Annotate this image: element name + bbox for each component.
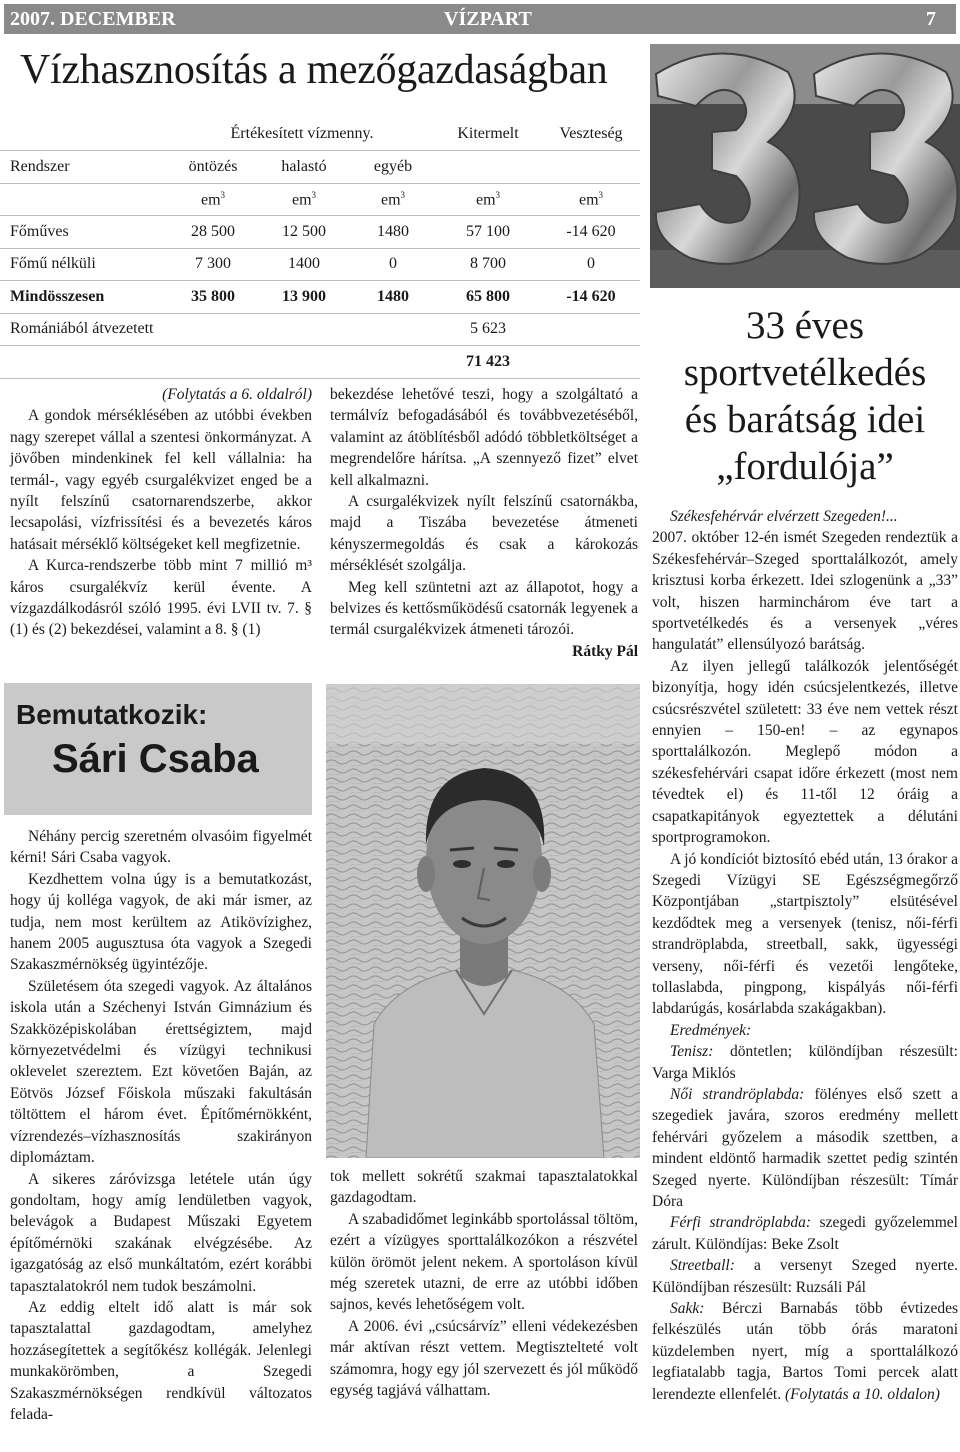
paragraph: Meg kell szüntetni azt az állapotot, hogy a belvizes és kettősműködésű csatornák legyenek a termál csurgalékvizek átmeneti tározói. Rátky Pál [330,577,638,641]
table-cell: -14 620 [542,281,640,314]
table-row-total [0,281,640,314]
page-header [4,4,956,34]
portrait-image [326,684,640,1158]
title-line: „fordulója” [716,445,894,488]
publication-name: VÍZPART [444,8,532,30]
title-line: 33 éves [745,304,865,347]
table-unit-row [0,183,640,216]
result-item: Sakk: Bérczi Barnabás több évtizedes felkészülés után több órás maratoni küzdelemben nyert, míg a sporttalálkozó legfiatalabb tagja, Bartos Tomi percek alatt lerendezte ellenfelét. (Folytatás a 10. oldalon) [652,1300,958,1403]
paragraph: Születésem óta szegedi vagyok. Az általános iskola után a Széchenyi István Gimnázium és Szakközépiskolában érettségiztem, majd környezetvédelmi és vízügyi technikusi oklevelet szereztem. Ezt követően Baján, az Eötvös József Főiskola műszaki fakultásán töltöttem el három évet. Építőmérnökként, vízrendezés–vízhasznosítás szakirányon diplomáztam. [10,977,312,1167]
table-cell: 28 500 [170,216,256,249]
table-cell: 1480 [352,281,434,314]
author-signature: Rátky Pál [572,642,638,660]
table-cell: 0 [352,248,434,281]
results-label: Eredmények: [670,1021,752,1039]
sport-article-body [652,506,958,1405]
table-row [0,216,640,249]
result-item: Tenisz: döntetlen; különdíjban részesült: Varga Miklós [652,1043,958,1082]
table-subheader-row [0,151,640,184]
table-cell: 57 100 [434,216,542,249]
continued-to: (Folytatás a 10. oldalon) [784,1385,940,1403]
table-cell: 0 [542,248,640,281]
article-water-col2 [330,384,638,662]
col-header-rendszer: Rendszer [0,151,170,184]
water-usage-table [0,118,640,379]
col-header-egyeb: egyéb [352,151,434,184]
paragraph: Néhány percig szeretném olvasóim figyelmét kérni! Sári Csaba vagyok. [10,828,312,867]
table-cell: 8 700 [434,248,542,281]
introduction-col1 [10,826,312,1425]
table-cell: 7 300 [170,248,256,281]
unit-cell: $em^3$ [542,183,640,216]
portrait-photo [326,684,640,1158]
table-cell: 13 900 [256,281,352,314]
balloon-33-photo [650,44,960,288]
group-header: Értékesített vízmenny. [170,118,434,151]
paragraph: A 2006. évi „csúcsárvíz” elleni védekezésben már aktívan részt vettem. Megtisztelteté volt számomra, hogy egy jól szervezett és jól működő egység tagjává válhattam. [330,1317,638,1400]
table-group-header-row [0,118,640,151]
paragraph: 2007. október 12-én ismét Szegeden rendeztük a Székesfehérvár–Szeged sporttalálkozót, amely krisztusi korba érkezett. Idei szlogenünk a „33” volt, hiszen harminchárom éve tart a sportvetélkedés és a versenyek „véres hangulatát” ellensúlyozó barátság. [652,529,958,654]
unit-cell: $em^3$ [256,183,352,216]
paragraph: tok mellett sokrétű szakmai tapasztalatokkal gazdagodtam. [330,1168,638,1207]
col-header-veszteseg: Veszteség [542,118,640,151]
paragraph: A sikeres záróvizsga letétele után úgy gondoltam, hogy amíg lendületben vagyok, belevágok a Budapest Műszaki Egyetem építőmérnöki szakának elvégzésébe. Az igazgatóság az első munkáltatóm, ezért korábbi tapasztalatokról nem tudok beszámolni. [10,1170,312,1295]
paragraph: A Kurca-rendszerbe több mint 7 millió m³ káros csurgalékvíz kerül évente. A vízgazdálkodásról szóló 1995. évi LVII tv. 7. § (1) és (2) bekezdései, valamint a 8. § (1) [10,557,312,639]
table-cell: -14 620 [542,216,640,249]
article-water-col1 [10,384,312,641]
table-cell: 1480 [352,216,434,249]
table-row [0,248,640,281]
col-header-kitermelt: Kitermelt [434,118,542,151]
result-item: Női strandröplabda: fölényes első szett a szegediek javára, szoros eredmény mellett fehérvári győzelem a második szettben, a mindent eldöntő harmadik szettet pedig szintén Szeged nyerte. Különdíjban részesült: Tímár Dóra [652,1085,959,1210]
row-label: Főmű nélküli [0,248,170,281]
balloon-image [650,44,960,288]
grand-total: 71 423 [434,346,542,379]
unit-cell: $em^3$ [434,183,542,216]
table-row-grand-total [0,346,640,379]
paragraph: Az eddig eltelt idő alatt is már sok tapasztalattal gazdagodtam, amelyhez hozzásegítettek a segítőkész kollégák. Jelenlegi munkakörömben, a Szegedi Szakaszmérnökségen rendkívül változatos felada- [10,1298,312,1423]
page-number: 7 [926,8,936,30]
row-label: Romániából átvezetett [0,313,434,346]
section-label: Bemutatkozik: [16,699,208,730]
row-label: Mindösszesen [0,281,170,314]
paragraph: Kezdhettem volna úgy is a bemutatkozást, hogy új kolléga vagyok, de aki már ismer, az tudja, nem most kerültem az Atikövízighez, hanem 2005 augusztusa óta vagyok a Szegedi Szakaszmérnökség ügyintézője. [10,870,312,974]
title-line: és barátság idei [684,398,926,441]
paragraph: A szabadidőmet leginkább sportolással töltöm, ezért a vízügyes sporttalálkozókon a részvétel külön örömöt jelent nekem. A sportoláson kívül még szeretek utazni, de erre az utóbbi időben sajnos, kevés lehetőségem volt. [330,1210,638,1314]
result-item: Férfi strandröplabda: szegedi győzelemmel zárult. Különdíjas: Beke Zsolt [652,1214,958,1253]
continued-from: (Folytatás a 6. oldalról) [162,386,312,403]
table-cell: 65 800 [434,281,542,314]
unit-cell: $em^3$ [170,183,256,216]
title-line: sportvetélkedés [683,351,927,394]
paragraph: Az ilyen jellegű találkozók jelentőségét bizonyítja, hogy idén csúcsjelentkezés, illetve csúcsrészvétel született: 33 éve nem vettek részt ennyien – 150-en! – az egynapos sporttalálkozón. Meglepő módon a székesfehérvári csapat időre érkezett (most nem tévedtek el) és 11-től 12 óráig a csapatkapitányok egyeztettek a délutáni sportprogramokon. [652,657,958,847]
issue-date: 2007. DECEMBER [10,8,176,30]
paragraph: A jó kondíciót biztosító ebéd után, 13 órakor a Szegedi Vízügyi SE Egészségmegőrző Központjában „startpisztoly” elsütésével kezdődtek meg a versenyek (tenisz, női-férfi strandröplabda, streetball, sakk, ügyességi verseny, női-férfi és vezetői lengőteke, tollaslabda, pingpong, kispályás női-férfi labdarúgás, kosárlabda szakágakban). [652,850,958,1018]
table-cell: 12 500 [256,216,352,249]
row-label: Főműves [0,216,170,249]
col-header-ontozes: öntözés [170,151,256,184]
article-title: Vízhasznosítás a mezőgazdaságban [20,47,608,93]
paragraph: bekezdése lehetővé teszi, hogy a szolgáltató a termálvíz befogadásából és továbbvezetéséből, valamint az átöblítésből adódó többletköltséget a megrendelőre hárítsa. „A szennyező fizet” elvet kell alkalmazni. [330,386,638,489]
lead-line: Székesfehérvár elvérzett Szegeden!... [670,508,898,525]
table-row [0,313,640,346]
sport-article-title [650,302,960,490]
table-cell: 5 623 [434,313,542,346]
result-item: Streetball: a versenyt Szeged nyerte. Különdíjban részesült: Ruzsáli Pál [652,1257,958,1296]
paragraph: A csurgalékvizek nyílt felszínű csatornákba, majd a Tiszába bevezetése átmeneti kényszermegoldás és csak a károkozás mérséklését szolgálja. [330,493,638,575]
person-name: Sári Csaba [52,737,259,781]
paragraph: A gondok mérséklésében az utóbbi években nagy szerepet vállal a szentesi önkormányzat. A jövőben mindenkinek fel kell vállalnia: ha termál-, vagy egyéb csurgalékvizet enged be a nyílt felszínű csatornarendszerbe, akkor lecsapolási, vízfrissítési és a bevezetés káros hatásait mérséklő költségeket kell megfizetnie. [10,407,312,553]
col-header-halasto: halastó [256,151,352,184]
table-cell: 1400 [256,248,352,281]
introduction-banner [4,683,312,815]
table-cell: 35 800 [170,281,256,314]
introduction-col2 [330,1166,638,1401]
unit-cell: $em^3$ [352,183,434,216]
